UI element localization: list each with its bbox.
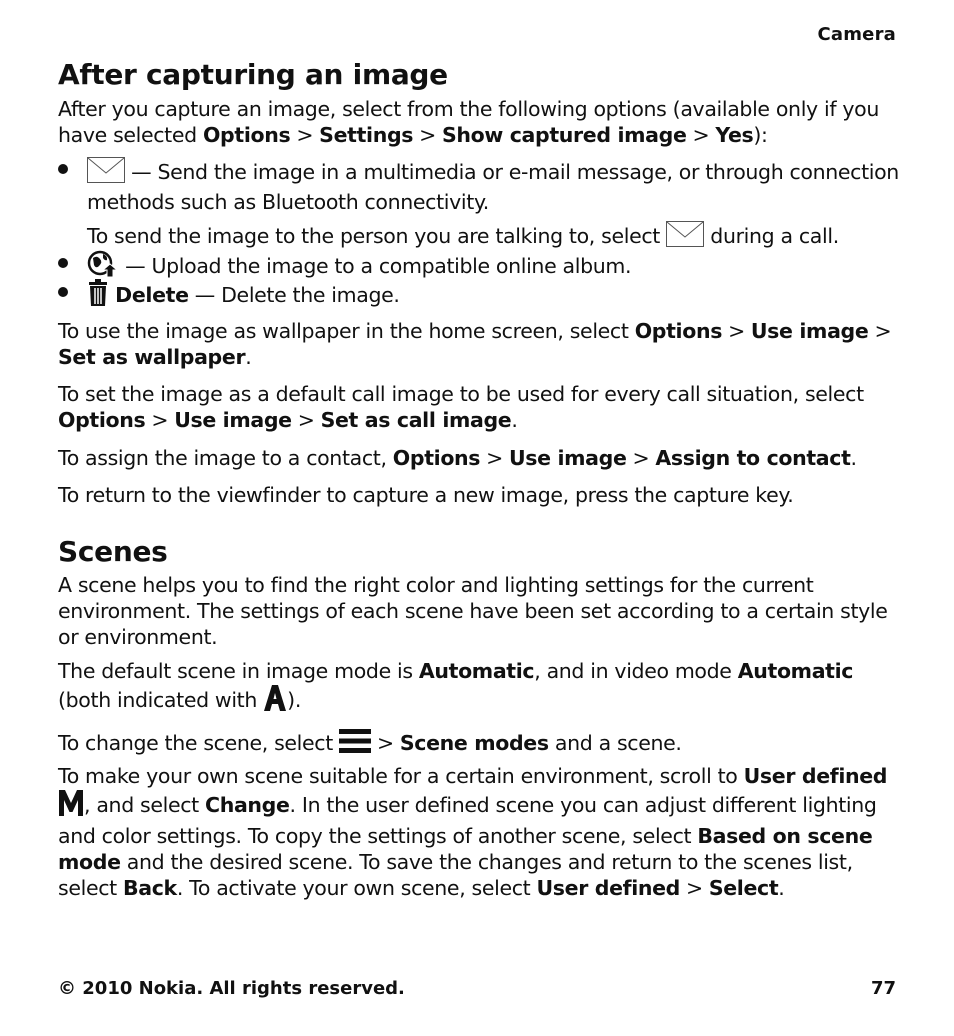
section-title-after-capture: After capturing an image (58, 58, 448, 91)
return-paragraph: To return to the viewfinder to capture a new image, press the capture key. (58, 483, 794, 507)
bullet-dot (58, 164, 68, 174)
automatic-scene-icon (263, 684, 287, 718)
section-title-scenes: Scenes (58, 535, 168, 568)
default-scene-paragraph: The default scene in image mode is Automatic, and in video mode Automatic (both indicated with ). (58, 658, 898, 718)
call-image-paragraph: To set the image as a default call image to be used for every call situation, select Options > Use image > Set as call image. (58, 382, 864, 432)
send-during-call: To send the image to the person you are talking to, select during a call. (87, 221, 899, 253)
change-scene-paragraph: To change the scene, select > Scene modes and a scene. (58, 727, 898, 761)
own-scene-paragraph: To make your own scene suitable for a certain environment, scroll to User defined , and select Change. In the user defined scene you can adjust different lighting and color settings. To copy the settings of another scene, select Based on scene mode and the desired scene. To save the changes and return to the scenes list, select Back. To activate your own scene, select User defined > Select. (58, 764, 888, 900)
bullet-dot (58, 287, 68, 297)
page-number: 77 (870, 978, 896, 999)
trash-icon (87, 279, 109, 313)
section-header: Camera (817, 24, 896, 45)
bullet-delete: Delete — Delete the image. (87, 279, 899, 313)
wallpaper-paragraph: To use the image as wallpaper in the home screen, select Options > Use image >Set as wallpaper. (58, 319, 892, 369)
envelope-icon (87, 157, 125, 189)
intro-paragraph: After you capture an image, select from the following options (available only if you have selected Options > Settings > Show captured image > Yes): (58, 97, 879, 147)
bullet-send: — Send the image in a multimedia or e-mail message, or through connection methods such as Bluetooth connectivity. (87, 157, 899, 215)
copyright: © 2010 Nokia. All rights reserved. (58, 978, 405, 999)
assign-contact-paragraph: To assign the image to a contact, Options > Use image > Assign to contact. (58, 446, 857, 470)
user-defined-scene-icon (58, 789, 84, 823)
scenes-intro: A scene helps you to find the right color and lighting settings for the current environment. The settings of each scene have been set according to a certain style or environment. (58, 573, 888, 649)
menu-icon (339, 727, 371, 761)
bullet-upload: — Upload the image to a compatible online album. (87, 250, 899, 284)
envelope-icon (666, 221, 704, 253)
bullet-dot (58, 258, 68, 268)
